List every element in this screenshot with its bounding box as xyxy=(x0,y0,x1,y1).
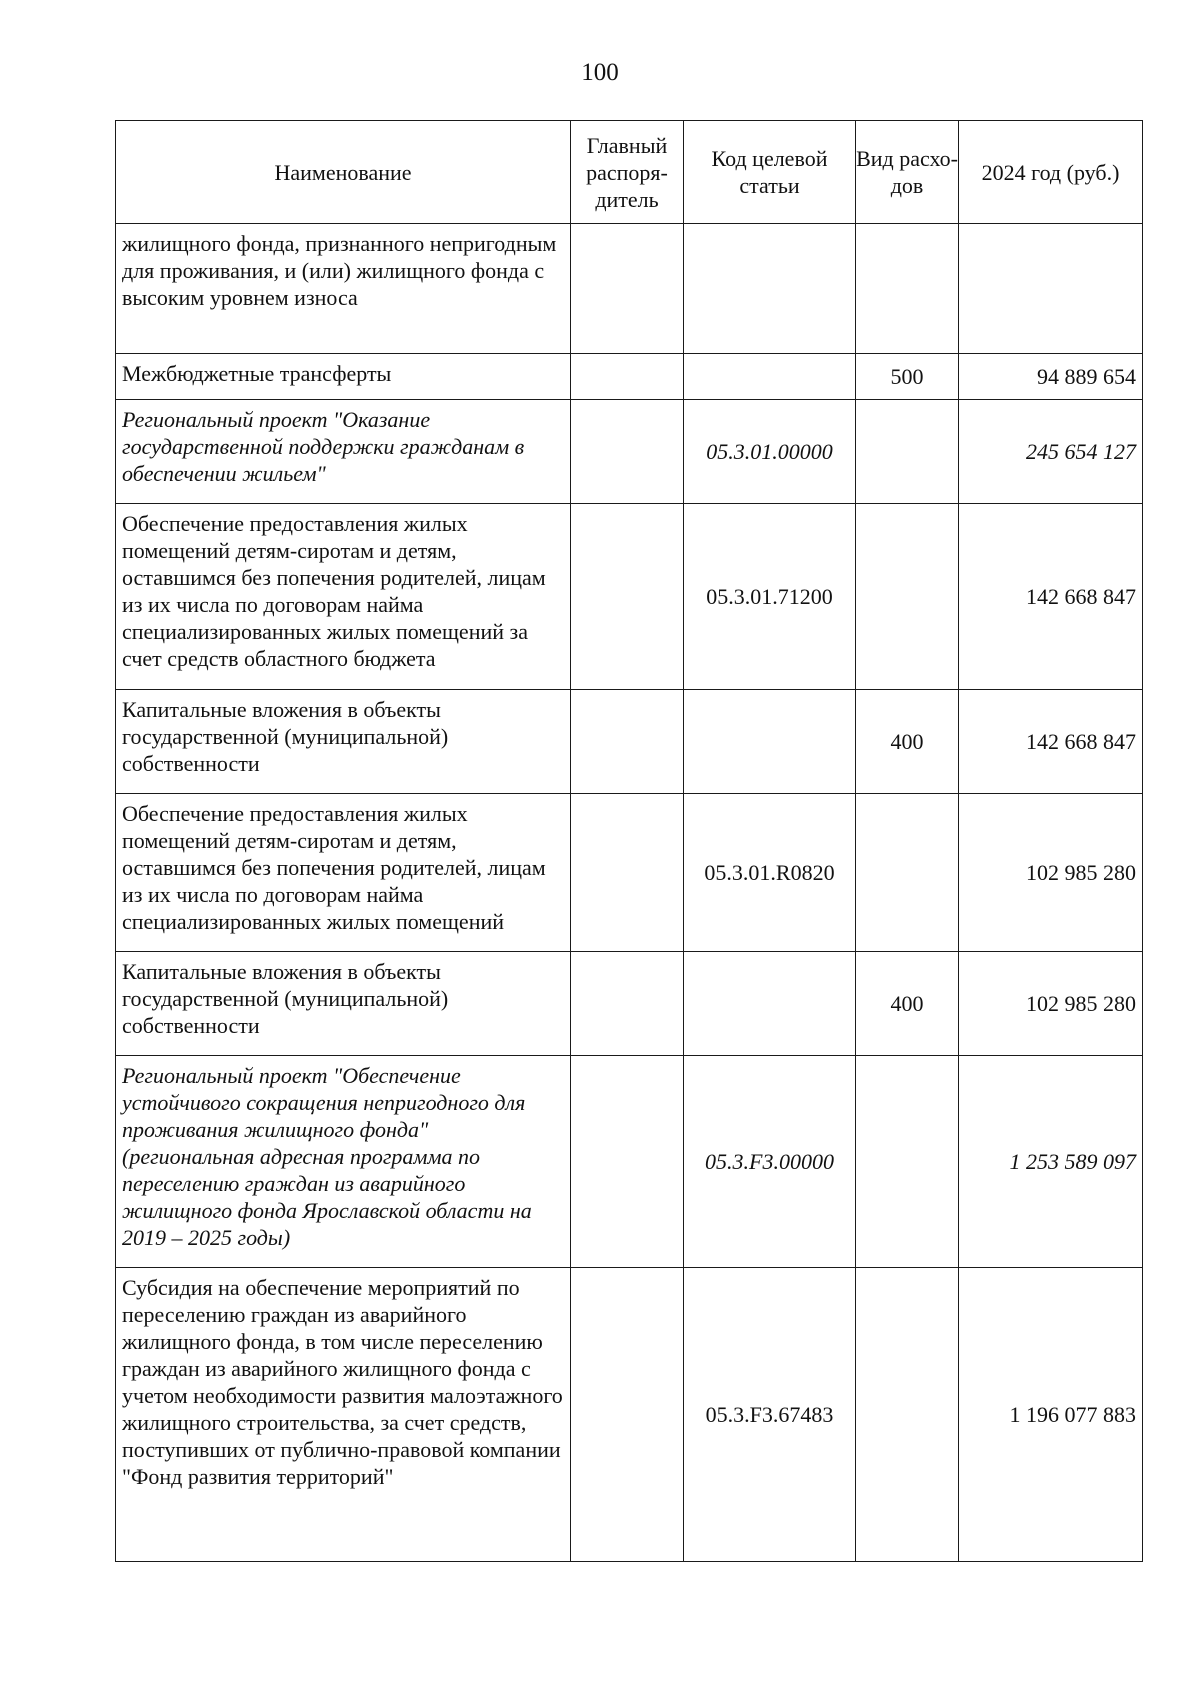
header-code: Код целевой статьи xyxy=(684,121,856,224)
row-vid xyxy=(856,1056,959,1268)
row-vid xyxy=(856,794,959,952)
row-amount: 94 889 654 xyxy=(959,354,1143,400)
table-header-row xyxy=(116,121,1143,224)
row-vid xyxy=(856,224,959,354)
row-name: Капитальные вложения в объекты государственной (муниципальной) собственности xyxy=(116,690,571,794)
row-glav xyxy=(571,400,684,504)
row-amount xyxy=(959,224,1143,354)
header-amount: 2024 год (руб.) xyxy=(959,121,1143,224)
row-amount: 102 985 280 xyxy=(959,952,1143,1056)
table-row xyxy=(116,690,1143,794)
table-row xyxy=(116,224,1143,354)
row-name: Капитальные вложения в объекты государственной (муниципальной) собственности xyxy=(116,952,571,1056)
row-name: Обеспечение предоставления жилых помещений детям-сиротам и детям, оставшимся без попечения родителей, лицам из их числа по договорам найма специализированных жилых помещений xyxy=(116,794,571,952)
row-amount: 142 668 847 xyxy=(959,504,1143,690)
row-amount: 142 668 847 xyxy=(959,690,1143,794)
row-code xyxy=(684,354,856,400)
row-name: Обеспечение предоставления жилых помещений детям-сиротам и детям, оставшимся без попечения родителей, лицам из их числа по договорам найма специализированных жилых помещений за счет средств областного бюджета xyxy=(116,504,571,690)
row-vid xyxy=(856,1268,959,1562)
row-glav xyxy=(571,504,684,690)
row-glav xyxy=(571,354,684,400)
row-glav xyxy=(571,1268,684,1562)
row-vid: 500 xyxy=(856,354,959,400)
row-amount: 245 654 127 xyxy=(959,400,1143,504)
row-glav xyxy=(571,690,684,794)
row-amount: 1 196 077 883 xyxy=(959,1268,1143,1562)
row-glav xyxy=(571,1056,684,1268)
table-row xyxy=(116,1268,1143,1562)
row-code: 05.3.F3.67483 xyxy=(684,1268,856,1562)
table-row xyxy=(116,400,1143,504)
row-name: Межбюджетные трансферты xyxy=(116,354,571,400)
row-name: Региональный проект "Обеспечение устойчивого сокращения непригодного для проживания жилищного фонда" (региональная адресная программа по переселению граждан из аварийного жилищного фонда Ярославской области на 2019 – 2025 годы) xyxy=(116,1056,571,1268)
row-glav xyxy=(571,224,684,354)
row-name: Региональный проект "Оказание государственной поддержки гражданам в обеспечении жильем" xyxy=(116,400,571,504)
header-name: Наименование xyxy=(116,121,571,224)
page-number: 100 xyxy=(581,59,619,86)
row-code xyxy=(684,952,856,1056)
table-row xyxy=(116,354,1143,400)
row-vid xyxy=(856,400,959,504)
table-row xyxy=(116,794,1143,952)
row-code: 05.3.F3.00000 xyxy=(684,1056,856,1268)
table-row xyxy=(116,952,1143,1056)
row-code xyxy=(684,690,856,794)
row-vid xyxy=(856,504,959,690)
row-glav xyxy=(571,794,684,952)
row-name: жилищного фонда, признанного непригодным для проживания, и (или) жилищного фонда с высоким уровнем износа xyxy=(116,224,571,354)
budget-table xyxy=(115,120,1143,1562)
table-row xyxy=(116,1056,1143,1268)
header-vid: Вид расхо-дов xyxy=(856,121,959,224)
row-name: Субсидия на обеспечение мероприятий по переселению граждан из аварийного жилищного фонда, в том числе переселению граждан из аварийного жилищного фонда с учетом необходимости развития малоэтажного жилищного строительства, за счет средств, поступивших от публично-правовой компании "Фонд развития территорий" xyxy=(116,1268,571,1562)
row-code: 05.3.01.00000 xyxy=(684,400,856,504)
row-vid: 400 xyxy=(856,690,959,794)
row-amount: 102 985 280 xyxy=(959,794,1143,952)
row-code xyxy=(684,224,856,354)
header-glav: Главный распоря-дитель xyxy=(571,121,684,224)
row-amount: 1 253 589 097 xyxy=(959,1056,1143,1268)
table-row xyxy=(116,504,1143,690)
row-glav xyxy=(571,952,684,1056)
row-code: 05.3.01.71200 xyxy=(684,504,856,690)
row-code: 05.3.01.R0820 xyxy=(684,794,856,952)
row-vid: 400 xyxy=(856,952,959,1056)
